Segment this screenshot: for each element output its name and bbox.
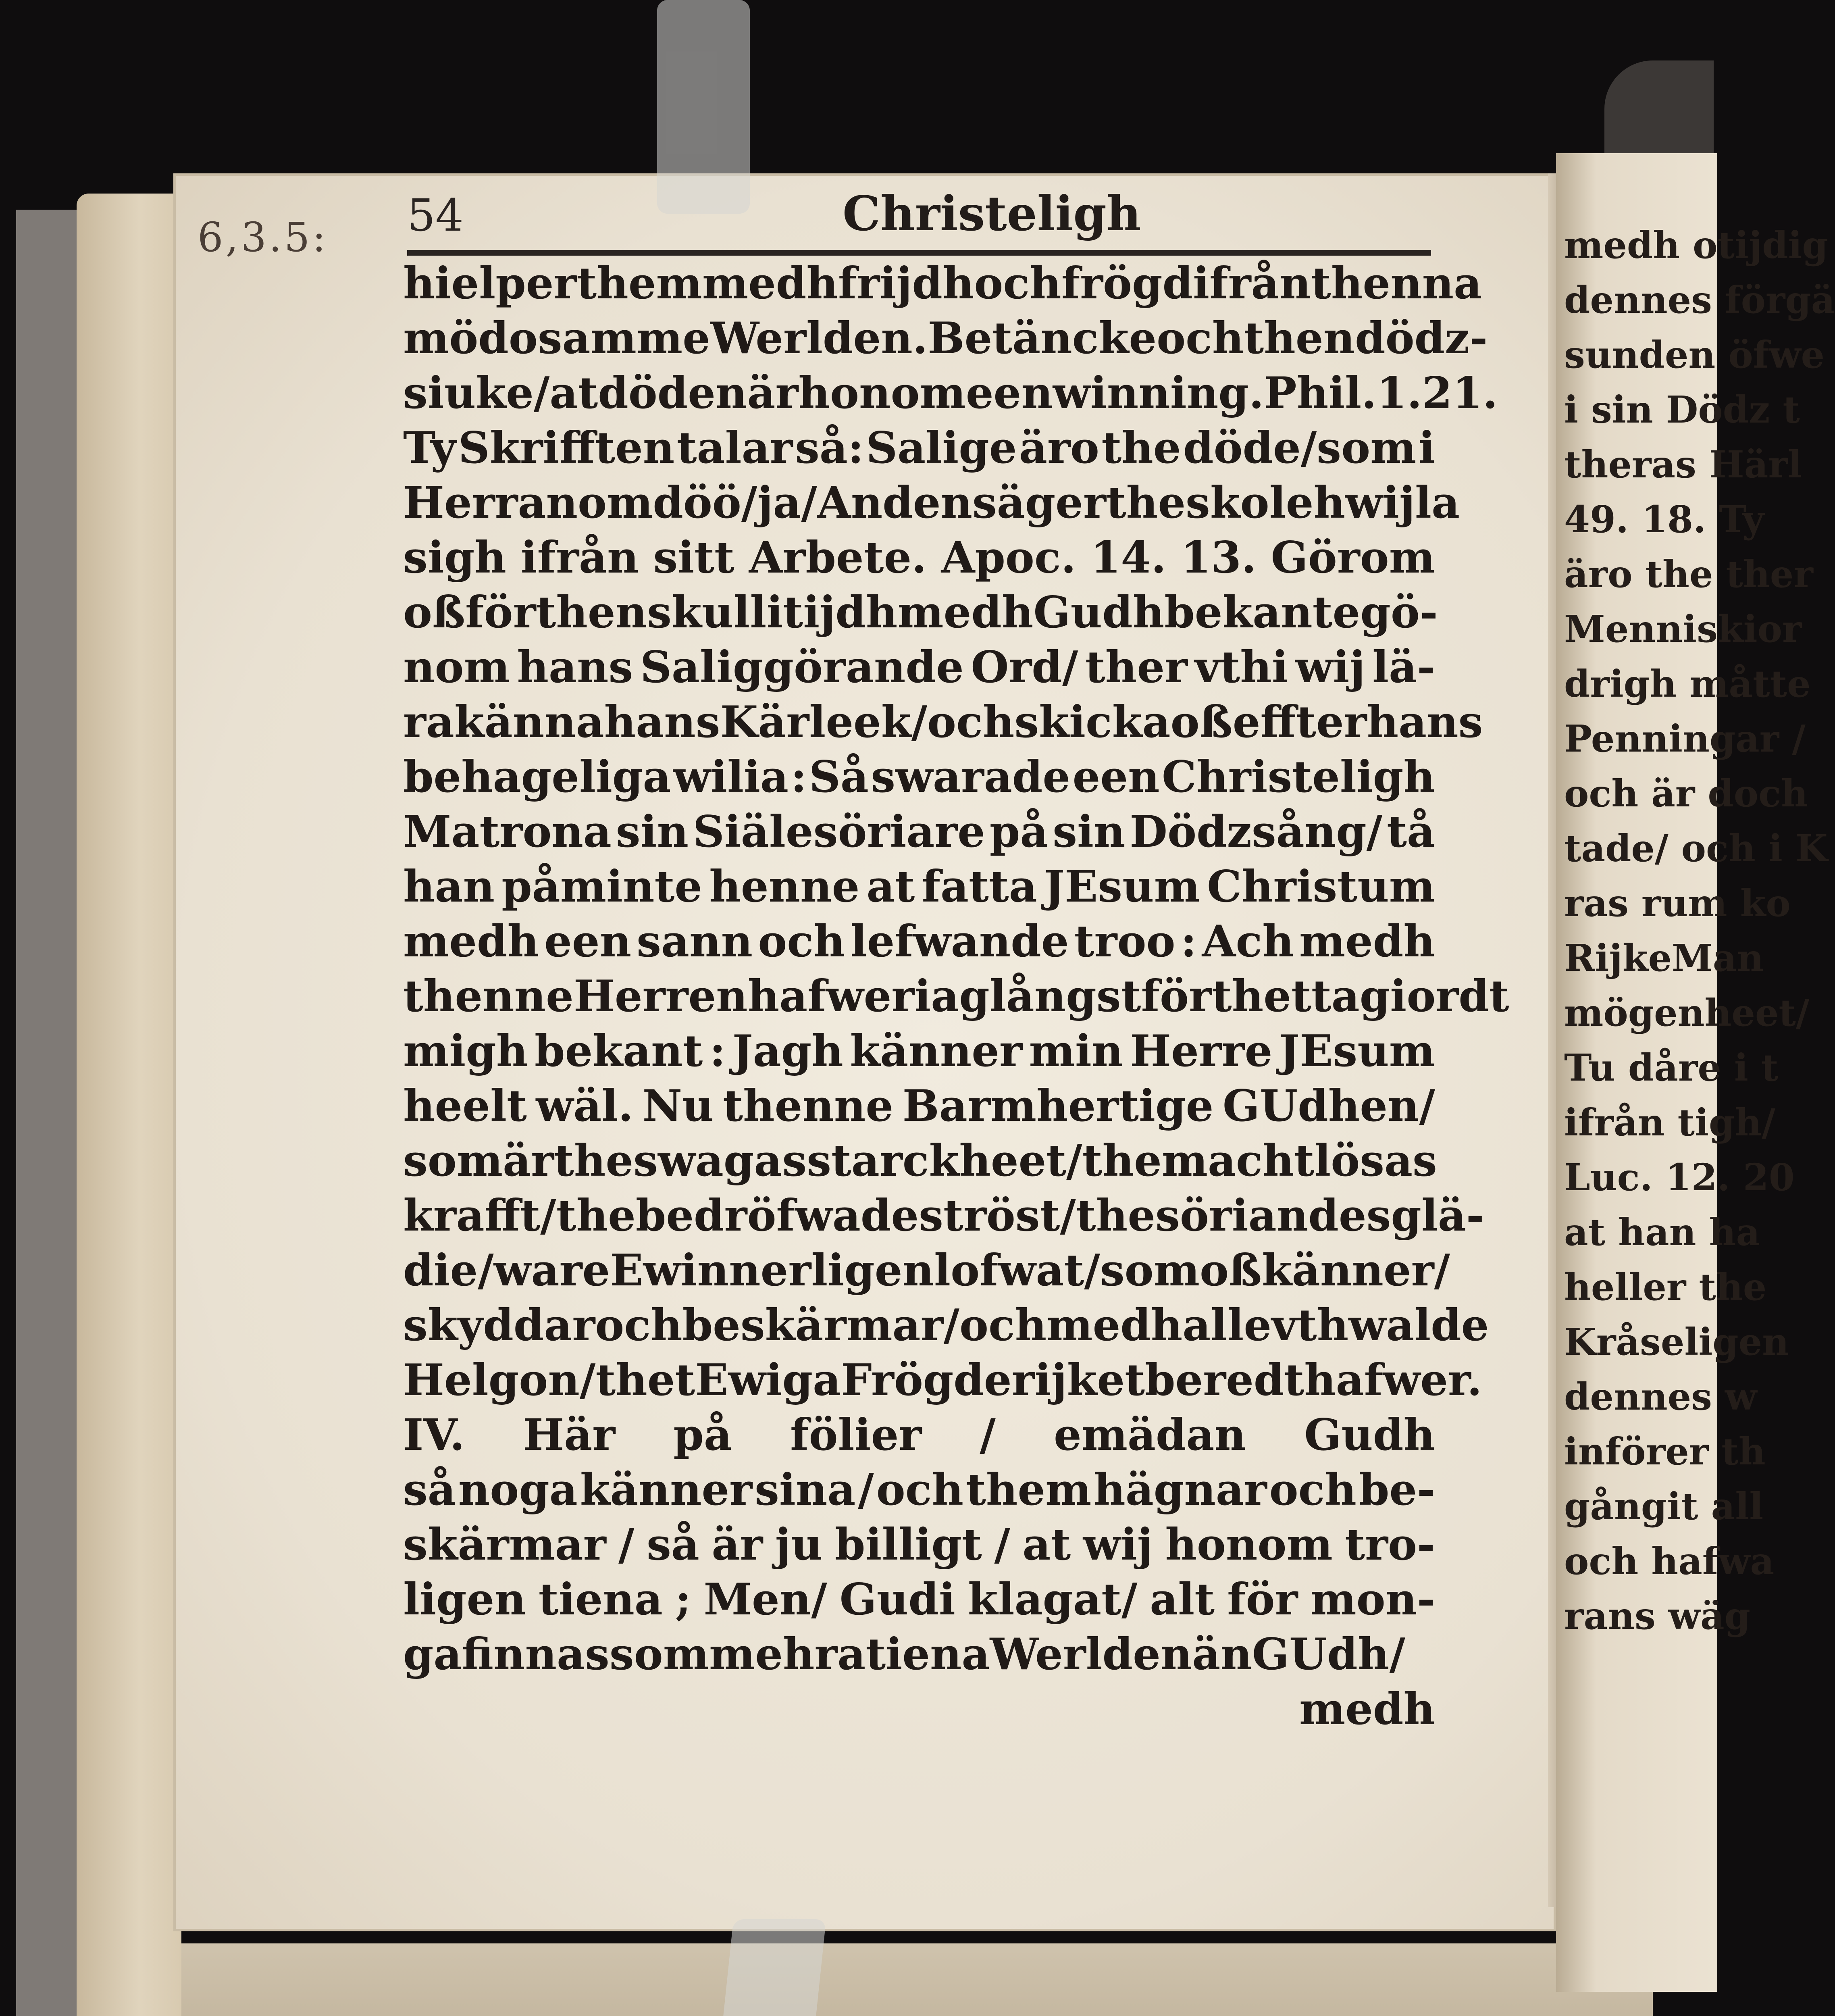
text-line: migh bekant : Jagh känner min Herre JEsum (403, 1026, 1435, 1077)
text-line: som är the swagas starckheet / the machtlösas (403, 1135, 1437, 1186)
text-line: Helgon/ thet Ewiga Frögderijket beredt hafwer. (403, 1355, 1482, 1406)
text-line: behageliga wilia : Så swarade een Christeligh (403, 752, 1435, 802)
right-page-text (1564, 218, 1835, 1643)
text-line: mödosamme Werlden. Betäncke och then dödz- (403, 313, 1488, 364)
text-line: nom hans Saliggörande Ord/ ther vthi wij lä- (403, 642, 1435, 693)
text-line: Ty Skrifften talar så: Salige äro the döde/som i (403, 423, 1435, 473)
text-line: siuke/at döden är honom een winning. Phil. 1. 21. (403, 368, 1498, 419)
text-line: Matrona sin Siälesöriare på sin Dödzsång/ tå (403, 806, 1435, 857)
text-line: han påminte henne at fatta JEsum Christum (403, 861, 1435, 912)
right-page-line: Kråseligen (1564, 1320, 1789, 1364)
text-line: hielper them medh frijdh och frögd ifrån thenna (403, 258, 1482, 309)
text-line: heelt wäl. Nu thenne Barmhertige GUdhen/ (403, 1081, 1435, 1131)
right-page-line: drigh måtte (1564, 662, 1811, 706)
text-line: die/ ware Ewinnerligen lofwat/ som oß känner/ (403, 1245, 1450, 1296)
right-page-line: sunden öfwe (1564, 333, 1825, 377)
right-page-line: theras Härl (1564, 443, 1802, 486)
text-line: ra känna hans Kärleek/ och skicka oß effter hans (403, 697, 1483, 748)
right-page-line: införer th (1564, 1430, 1766, 1473)
text-line: oß förthenskull i tijdh medh Gudh bekante gö- (403, 587, 1438, 638)
right-page-line: Penningar / (1564, 717, 1806, 760)
text-line: krafft/ the bedröfwades tröst/ the söriandes glä- (403, 1190, 1484, 1241)
right-page-line: medh otijdig (1564, 223, 1828, 267)
page-number: 54 (407, 190, 464, 241)
page-stack-left (77, 194, 181, 2016)
right-page-line: dennes w (1564, 1375, 1757, 1418)
right-page-line: Menniskior (1564, 607, 1802, 651)
body-text (403, 256, 1509, 1737)
right-page-line: dennes förgä (1564, 278, 1835, 322)
right-page-line: ras rum ko (1564, 881, 1791, 925)
text-line: IV. Här på fölier / emädan Gudh (403, 1410, 1435, 1460)
text-line: skyddar och beskärmar/ och medh alle vthwalde (403, 1300, 1489, 1351)
text-line: Herranom döö/ ja/ Anden säger the skole hwijla (403, 477, 1460, 528)
running-head (407, 181, 1431, 256)
running-title: Christeligh (843, 185, 1141, 242)
text-line: så noga känner sina / och them hägnar och be- (403, 1464, 1435, 1515)
scanner-background (16, 210, 81, 2016)
right-page-line: gångit all (1564, 1485, 1764, 1528)
book-bottom-edge (81, 1943, 1653, 2016)
right-page-line: 49. 18. Ty (1564, 498, 1764, 541)
text-line: ga finnas som mehra tiena Werlden än GUdh/ (403, 1629, 1405, 1680)
right-page-line: i sin Dödz t (1564, 388, 1800, 431)
right-page-line: och hafwa (1564, 1539, 1775, 1583)
right-page-line: ifrån tigh/ (1564, 1101, 1775, 1144)
right-page-line: heller the (1564, 1265, 1767, 1309)
text-line: thenne Herren hafwer iag långst för thetta giordt (403, 971, 1509, 1022)
right-page-line: Tu dåre i t (1564, 1046, 1779, 1089)
right-page-line: at han ha (1564, 1210, 1760, 1254)
text-line: skärmar / så är ju billigt / at wij honom tro- (403, 1519, 1435, 1570)
right-page-line: Luc. 12. 20 (1564, 1156, 1795, 1199)
text-line: medh een sann och lefwande troo : Ach medh (403, 916, 1435, 967)
marginal-note: 6,3.5: (198, 214, 329, 261)
text-line: ligen tiena ; Men/ Gudi klagat/ alt för mon- (403, 1574, 1435, 1625)
right-page-line: tade/ och i K (1564, 827, 1828, 870)
right-page-line: äro the ther (1564, 552, 1813, 596)
right-page-line: rans wäg (1564, 1594, 1750, 1638)
text-line: sigh ifrån sitt Arbete. Apoc. 14. 13. Görom (403, 532, 1435, 583)
right-page-line: RijkeMan (1564, 936, 1764, 980)
right-page-line: mögenheet/ (1564, 991, 1810, 1035)
catchword: medh (1299, 1684, 1435, 1735)
right-page-line: och är doch (1564, 772, 1808, 815)
